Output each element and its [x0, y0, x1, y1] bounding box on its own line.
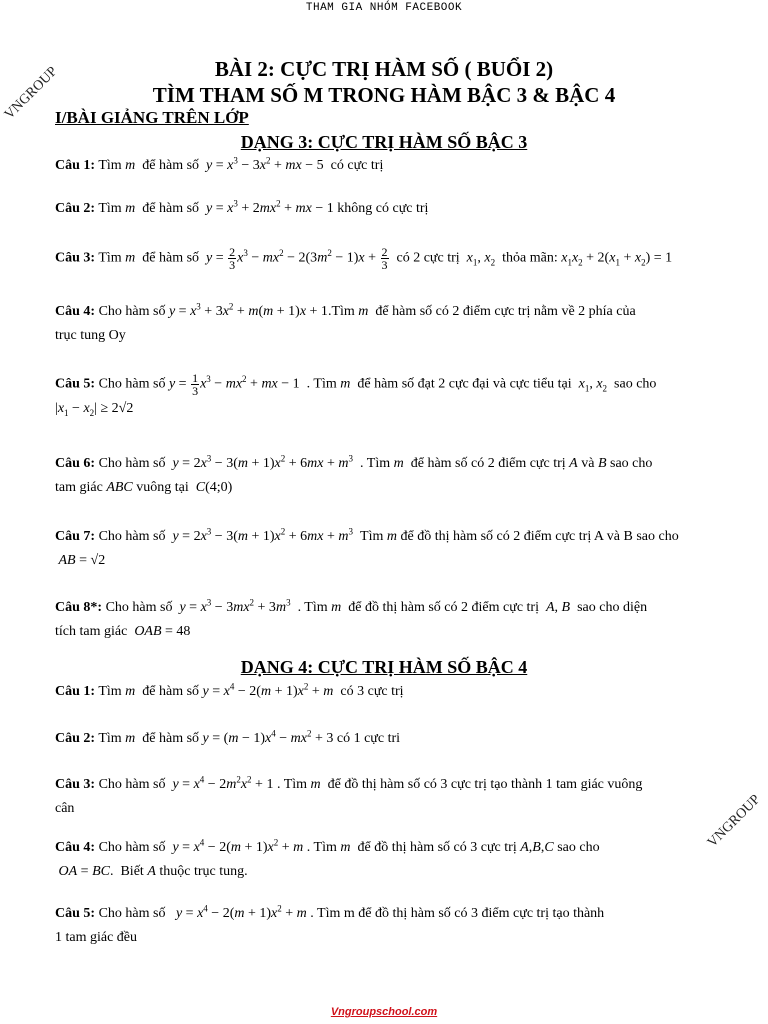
dang4-question-3: Câu 3: Cho hàm số $y = x^4 - 2m^2x^2 + 1$ . Tìm m để đồ thị hàm số có 3 cực trị tạo thành 1 tam giác vuông cân: [55, 774, 643, 816]
dang4-title: DẠNG 4: CỰC TRỊ HÀM SỐ BẬC 4: [240, 657, 528, 677]
dang3-question-4: Câu 4: Cho hàm số $y = x^3 + 3x^2 + m(m + 1)x$ + 1.Tìm m để hàm số có 2 điểm cực trị nằm về 2 phía của trục tung Oy: [55, 301, 636, 343]
section-heading: I/BÀI GIẢNG TRÊN LỚP: [55, 108, 249, 127]
dang4-question-1: Câu 1: Tìm m để hàm số $y = x^4 - 2(m + 1)x^2 + m$ có 3 cực trị: [55, 681, 404, 699]
dang3-question-5: Câu 5: Cho hàm số y = $\frac{1}{3}$ $x^3 - mx^2$ + mx − 1 . Tìm m để hàm số đạt 2 cực đại và cực tiểu tại $x_1$, $x_2$ sao cho $|x_1 - x_2| \ge 2√2$: [55, 371, 657, 418]
watermark-top-left: VNGROUP: [2, 64, 61, 123]
dang3-question-1: Câu 1: Tìm m để hàm số $y = x^3 - 3x^2$ + mx − 5 có cực trị: [55, 155, 384, 173]
dang3-title: DẠNG 3: CỰC TRỊ HÀM SỐ BẬC 3: [240, 132, 528, 152]
title-line-1: BÀI 2: CỰC TRỊ HÀM SỐ ( BUỔI 2): [214, 57, 554, 81]
header-facebook-text: THAM GIA NHÓM FACEBOOK: [305, 2, 463, 14]
dang4-question-2: Câu 2: Tìm m để hàm số $y = (m - 1)x^4 - mx^2 + 3$ có 1 cực tri: [55, 728, 401, 746]
dang4-question-5: Câu 5: Cho hàm số $y = x^4 - 2(m + 1)x^2 + m$ . Tìm m để đồ thị hàm số có 3 điểm cực trị tạo thành 1 tam giác đều: [55, 903, 605, 945]
dang3-question-7: Câu 7: Cho hàm số $y = 2x^3 - 3(m + 1)x^2 + 6mx + m^3$ Tìm m để đồ thị hàm số có 2 điểm cực trị A và B sao cho AB = √2: [55, 526, 679, 568]
dang4-question-4: Câu 4: Cho hàm số $y = x^4 - 2(m + 1)x^2 + m$ . Tìm m để đồ thị hàm số có 3 cực trị A,B,C sao cho OA = BC. Biết A thuộc trục tung.: [55, 837, 600, 879]
watermark-right: VNGROUP: [705, 792, 764, 851]
dang3-question-2: Câu 2: Tìm m để hàm số $y = x^3 + 2mx^2$ + mx − 1 không có cực trị: [55, 198, 429, 216]
title-line-2: TÌM THAM SỐ M TRONG HÀM BẬC 3 & BẬC 4: [152, 83, 616, 107]
dang3-question-6: Câu 6: Cho hàm số $y = 2x^3 - 3(m + 1)x^2 + 6mx + m^3$ . Tìm m để hàm số có 2 điểm cực trị A và B sao cho tam giác ABC vuông tại C(4;0): [55, 453, 653, 495]
footer-website-link[interactable]: Vngroupschool.com: [330, 1006, 438, 1018]
dang3-question-8: Câu 8*: Cho hàm số $y = x^3 - 3mx^2 + 3m^3$ . Tìm m để đồ thị hàm số có 2 điểm cực trị A, B sao cho diện tích tam giác OAB = 48: [55, 597, 648, 639]
dang3-question-3: Câu 3: Tìm m để hàm số y = $\frac{2}{3}$ $x^3 - mx^2 - 2(3m^2 - 1)x$ + $\frac{2}{3}$ có 2 cực trị $x_1$, $x_2$ thỏa mãn: $x_1x_2 + 2(x_1 + x_2) = 1$: [55, 245, 673, 272]
